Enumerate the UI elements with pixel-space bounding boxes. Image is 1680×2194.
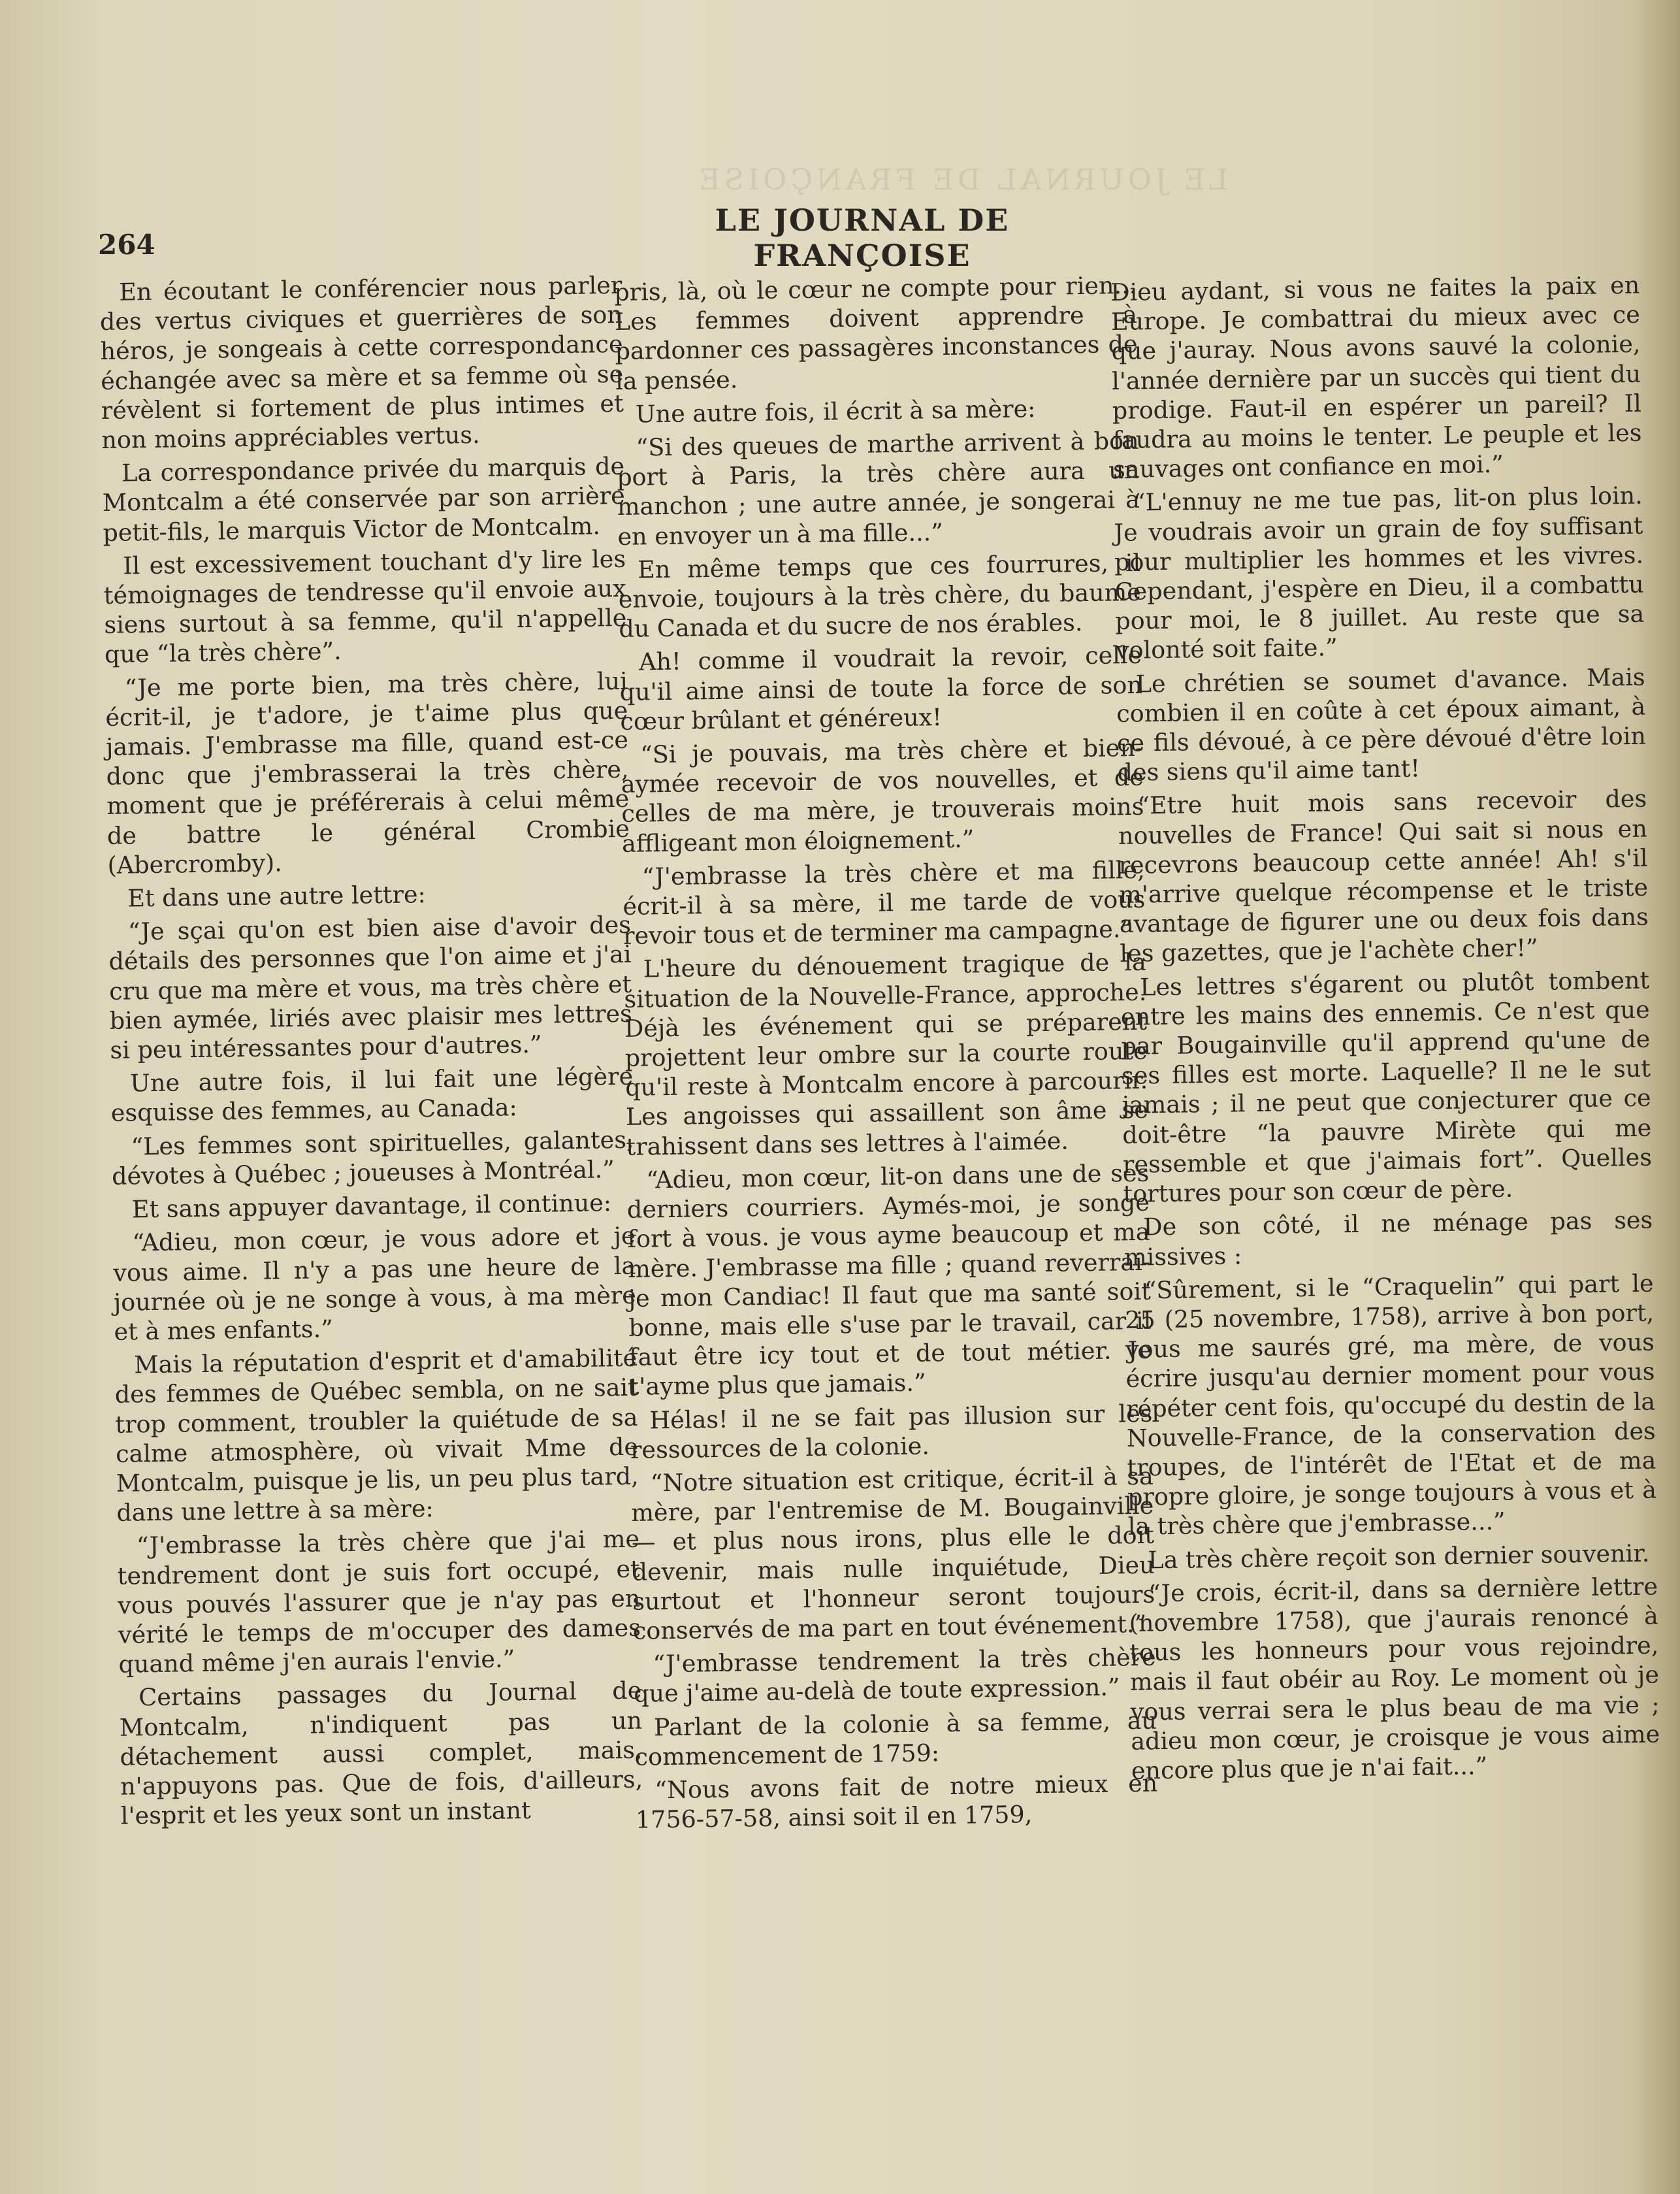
paragraph: Les lettres s'égarent ou plutôt tombent entre les mains des ennemis. Ce n'est que par Bougainville qu'il apprend qu'une de ses filles est morte. Laquelle? Il ne le sut jamais ; il ne peut que conjecturer que ce doit-être “la pauvre Mirète qui me ressemble et que j'aimais fort”. Quelles tortures pour son cœur de père. bbox=[1120, 966, 1653, 1208]
paragraph: Il est excessivement touchant d'y lire les témoignages de tendresse qu'il envoie aux siens surtout à sa femme, qu'il n'appelle que “la très chère”. bbox=[103, 544, 627, 669]
paragraph: “J'embrasse la très chère que j'ai me tendrement dont je suis fort occupé, et vous pouvés l'assurer que je n'ay pas en vérité le temps de m'occuper des dames quand même j'en aurais l'envie.” bbox=[117, 1524, 641, 1678]
paragraph: Ah! comme il voudrait la revoir, celle qu'il aime ainsi de toute la force de son cœur brûlant et généreux! bbox=[619, 641, 1143, 736]
show-through-text: LE JOURNAL DE FRANÇOISE bbox=[695, 163, 1228, 197]
paragraph: Mais la réputation d'esprit et d'amabilité des femmes de Québec sembla, on ne sait trop comment, troubler la quiétude de sa calme atmosphère, où vivait Mme de Montcalm, puisque je lis, un peu plus tard, dans une lettre à sa mère: bbox=[114, 1343, 639, 1527]
text-column-3 bbox=[1110, 270, 1666, 2186]
paragraph: Hélas! il ne se fait pas illusion sur les ressources de la colonie. bbox=[630, 1399, 1153, 1464]
paragraph: La correspondance privée du marquis de Montcalm a été conservée par son arrière petit-fils, le marquis Victor de Montcalm. bbox=[102, 452, 626, 547]
paragraph: pris, là, où le cœur ne compte pour rien... Les femmes doivent apprendre à pardonner ces passagères inconstances de la pensée. bbox=[614, 270, 1138, 395]
paragraph: “Je crois, écrit-il, dans sa dernière lettre (novembre 1758), que j'aurais renoncé à tous les honneurs pour vous rejoindre, mais il faut obéir au Roy. Le moment où je vous verrai sera le plus beau de ma vie ; adieu mon cœur, je croisque je vous aime encore plus que je n'ai fait...” bbox=[1129, 1572, 1660, 1785]
page-number: 264 bbox=[98, 229, 155, 261]
paragraph: La très chère reçoit son dernier souvenir. bbox=[1148, 1539, 1650, 1574]
paragraph: En écoutant le conférencier nous parler des vertus civiques et guerrières de son héros, je songeais à cette correspondance échangée avec sa mère et sa femme où se révèlent si fortement de plus intimes et non moins appréciables vertus. bbox=[99, 270, 624, 454]
paragraph: Parlant de la colonie à sa femme, au commencement de 1759: bbox=[634, 1706, 1157, 1771]
paragraph: “J'embrasse tendrement la très chère que j'aime au-delà de toute expression.” bbox=[633, 1643, 1156, 1709]
paragraph: “Si je pouvais, ma très chère et bien-aymée recevoir de vos nouvelles, et de celles de ma mère, je trouverais moins affligeant mon éloignement.” bbox=[621, 733, 1144, 858]
paragraph: “Sûrement, si le “Craquelin” qui part le 25 (25 novembre, 1758), arrive à bon port, vous me saurés gré, ma mère, de vous écrire jusqu'au dernier moment pour vous répéter cent fois, qu'occupé du destin de la Nouvelle-France, de la conservation des troupes, de l'intérêt de l'Etat et de ma propre gloire, je songe toujours à vous et à la très chère que j'embrasse...” bbox=[1124, 1269, 1657, 1541]
paragraph: “Notre situation est critique, écrit-il à sa mère, par l'entremise de M. Bougainville — et plus nous irons, plus elle le doit devenir, mais nulle inquiétude, Dieu surtout et l'honneur seront toujours conservés de ma part en tout événement.” bbox=[631, 1462, 1155, 1645]
paragraph: “L'ennuy ne me tue pas, lit-on plus loin. Je voudrais avoir un grain de foy suffisant pour multiplier les hommes et les vivres. Cependant, j'espère en Dieu, il a combattu pour moi, le 8 juillet. Au reste que sa volonté soit faite.” bbox=[1114, 482, 1645, 665]
running-head: LE JOURNAL DE FRANÇOISE bbox=[715, 203, 1010, 273]
paragraph: “Je sçai qu'on est bien aise d'avoir des détails des personnes que l'on aime et j'ai cru que ma mère et vous, ma très chère et bien aymée, liriés avec plaisir mes lettres si peu intéressantes pour d'autres.” bbox=[108, 911, 633, 1064]
paragraph: De son côté, il ne ménage pas ses missives : bbox=[1123, 1205, 1653, 1271]
paragraph: Dieu aydant, si vous ne faites la paix en Europe. Je combattrai du mieux avec ce que j'auray. Nous avons sauvé la colonie, l'année dernière par un succès qui tient du prodige. Faut-il en espérer un pareil? Il faudra au moins le tenter. Le peuple et les sauvages ont confiance en moi.” bbox=[1110, 270, 1642, 484]
paragraph: Une autre fois, il lui fait une légère esquisse des femmes, au Canada: bbox=[110, 1062, 634, 1128]
paragraph: “Adieu, mon cœur, lit-on dans une de ses derniers courriers. Aymés-moi, je songe fort à vous. je vous ayme beaucoup et ma mère. J'embrasse ma fille ; quand reverrai-je mon Candiac! Il faut que ma santé soit bonne, mais elle s'use par le travail, car il faut être icy tout et de tout métier. Je t'ayme plus que jamais.” bbox=[626, 1158, 1152, 1401]
paragraph: Le chrétien se soumet d'avance. Mais combien il en coûte à cet époux aimant, à ce fils dévoué, à ce père dévoué d'être loin des siens qu'il aime tant! bbox=[1116, 663, 1647, 787]
paragraph: “Les femmes sont spirituelles, galantes, dévotes à Québec ; joueuses à Montréal.” bbox=[111, 1125, 634, 1190]
paragraph: “Je me porte bien, ma très chère, lui écrit-il, je t'adore, je t'aime plus que jamais. J'embrasse ma fille, quand est-ce donc que j'embrasserai la très chère, moment que je préférerais à celui même de battre le général Crombie (Abercromby). bbox=[105, 666, 630, 879]
paragraph: “Etre huit mois sans recevoir des nouvelles de France! Qui sait si nous en recevrons beaucoup cette année! Ah! s'il m'arrive quelque récompense et le triste avantage de figurer une ou deux fois dans les gazettes, que je l'achète cher!” bbox=[1118, 785, 1649, 968]
text-column-1 bbox=[99, 270, 649, 2186]
paragraph: “J'embrasse la très chère et ma fille, écrit-il à sa mère, il me tarde de vous revoir tous et de terminer ma campagne.” bbox=[622, 855, 1146, 951]
paragraph: Et sans appuyer davantage, il continue: bbox=[131, 1188, 612, 1224]
paragraph: L'heure du dénouement tragique de la situation de la Nouvelle-France, approche. Déjà les événement qui se préparent projettent leur ombre sur la courte route qu'il reste à Montcalm encore à parcourir. Les angoisses qui assaillent son âme se trahissent dans ses lettres à l'aimée. bbox=[624, 948, 1149, 1161]
paragraph: “Adieu, mon cœur, je vous adore et je vous aime. Il n'y a pas une heure de la journée où je ne songe à vous, à ma mère et à mes enfants.” bbox=[112, 1221, 637, 1346]
paragraph: Et dans une autre lettre: bbox=[127, 880, 427, 913]
paragraph: En même temps que ces fourrures, il envoie, toujours à la très chère, du baume du Canada et du sucre de nos érables. bbox=[618, 548, 1142, 644]
text-column-2 bbox=[614, 270, 1163, 2186]
paragraph: “Si des queues de marthe arrivent à bon port à Paris, la très chère aura un manchon ; une autre année, je songerai à en envoyer un à ma fille...” bbox=[616, 426, 1140, 551]
paragraph: “Nous avons fait de notre mieux en 1756-57-58, ainsi soit il en 1759, bbox=[635, 1769, 1158, 1834]
paragraph: Une autre fois, il écrit à sa mère: bbox=[635, 394, 1036, 429]
paragraph: Certains passages du Journal de Montcalm, n'indiquent pas un détachement aussi complet, mais, n'appuyons pas. Que de fois, d'ailleurs, l'esprit et les yeux sont un instant bbox=[119, 1676, 643, 1830]
